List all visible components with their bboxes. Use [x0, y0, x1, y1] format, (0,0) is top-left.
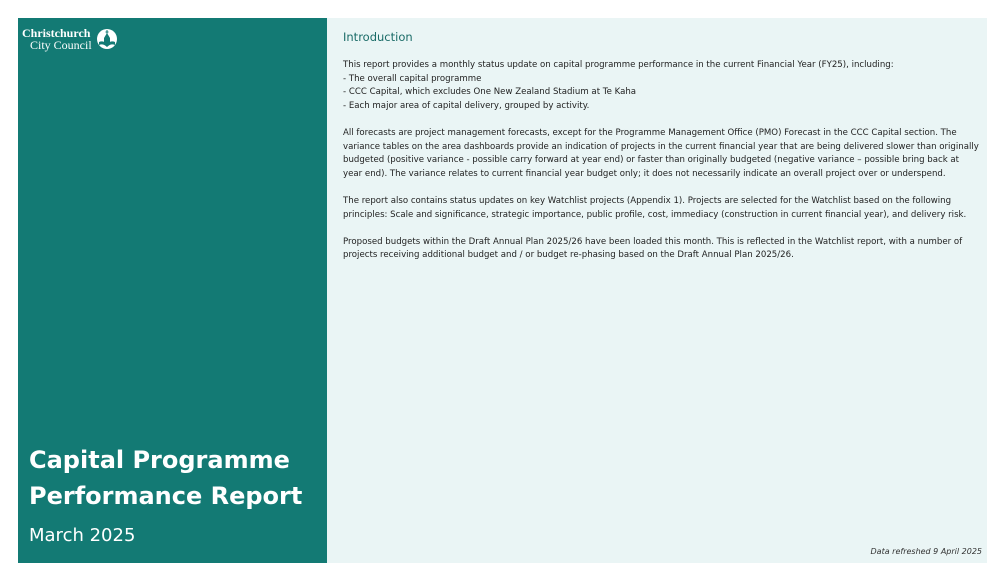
intro-paragraph-2: All forecasts are project management forecasts, except for the Programme Management Office (PMO) Forecast in the CCC Capital section. The variance tables on the area dashboards provide an indication of projects in the current financial year that are being delivered slower than originally budgeted (positive variance - possible carry forward at year end) or faster than originally budgeted (negative variance – possible bring back at year end). The variance relates to current financial year budget only; it does not necessarily indicate an overall project over or underspend. [343, 127, 979, 179]
intro-bullet: - Each major area of capital delivery, grouped by activity. [343, 100, 590, 111]
intro-heading: Introduction [343, 30, 413, 44]
intro-lead: This report provides a monthly status update on capital programme performance in the current Financial Year (FY25), including: [343, 60, 894, 70]
intro-paragraph-3: The report also contains status updates on key Watchlist projects (Appendix 1). Projects are selected for the Watchlist based on the following principles: Scale and significance, strategic importance, public profile, cost, immediacy (construction in current financial year), and delivery risk. [343, 195, 967, 220]
cathedral-icon [96, 28, 118, 50]
cover-panel [18, 18, 327, 563]
logo-line-1: Christchurch [22, 26, 91, 40]
data-refresh-note: Data refreshed 9 April 2025 [870, 547, 982, 556]
intro-bullet: - CCC Capital, which excludes One New Zealand Stadium at Te Kaha [343, 87, 637, 98]
intro-bullet: - The overall capital programme [343, 73, 482, 84]
council-logo [22, 27, 118, 51]
intro-paragraph-4: Proposed budgets within the Draft Annual Plan 2025/26 have been loaded this month. This is reflected in the Watchlist report, with a number of projects receiving additional budget and / or budget re-phasing based on the Draft Annual Plan 2025/26. [343, 236, 963, 261]
title-line-1: Capital Programme [29, 446, 290, 474]
report-date: March 2025 [29, 525, 136, 546]
introduction-panel [327, 18, 987, 563]
title-line-2: Performance Report [29, 482, 303, 510]
intro-body [343, 59, 979, 277]
intro-paragraph-1 [343, 59, 979, 113]
report-cover-page [18, 18, 987, 563]
report-title [29, 442, 319, 514]
logo-line-2: City Council [30, 38, 92, 52]
logo-wordmark [22, 27, 92, 51]
